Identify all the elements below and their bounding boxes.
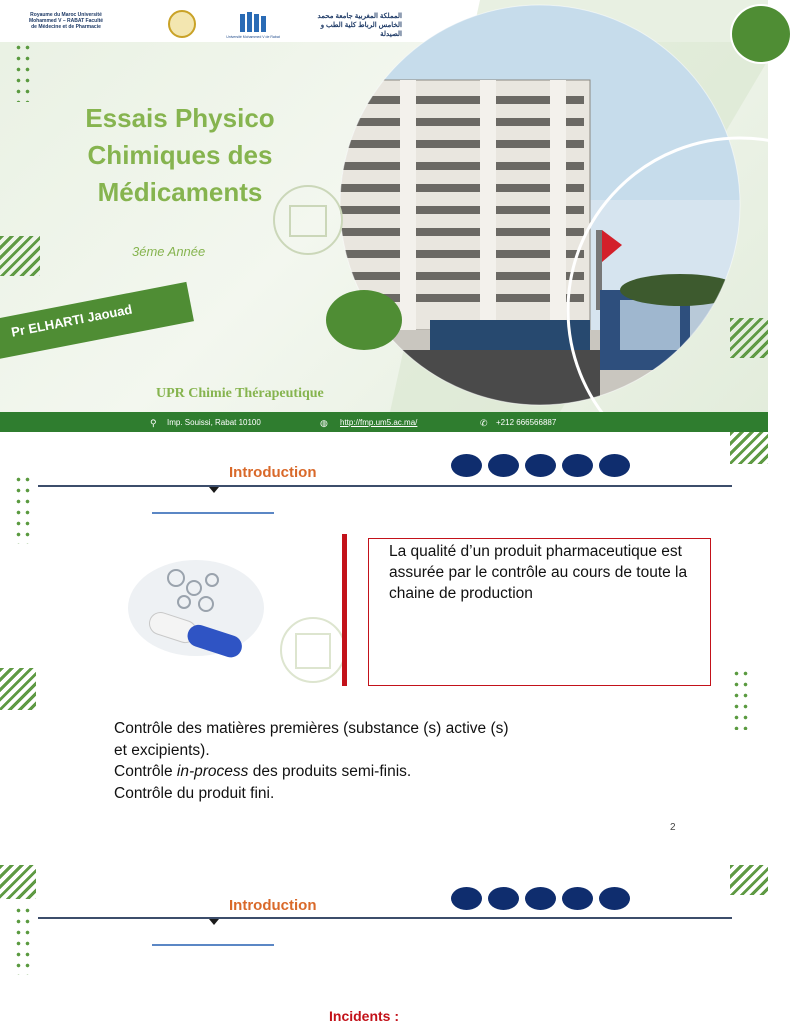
building-photo (300, 0, 768, 412)
quality-statement-box: La qualité d’un produit pharmaceutique est assurée par le contrôle au cours de toute la chaine de production (368, 538, 711, 686)
incidents-slide (0, 845, 768, 1024)
subheading-rule (152, 512, 274, 514)
footer-phone: +212 666566887 (496, 418, 557, 427)
nav-oval (488, 887, 519, 910)
footer-website-link[interactable]: http://fmp.um5.ac.ma/ (340, 418, 418, 427)
section-heading: Introduction (229, 897, 317, 914)
control-item-finished-product: Contrôle du produit fini. (114, 784, 275, 802)
decorative-hatch (730, 865, 768, 895)
rule-marker (209, 919, 219, 925)
control-item-raw-materials-cont: et excipients). (114, 741, 210, 759)
control-item-raw-materials: Contrôle des matières premières (substance (s) active (s) (114, 720, 509, 737)
nav-oval (525, 887, 556, 910)
decorative-dots (14, 905, 32, 975)
control-text-pre: Contrôle (114, 763, 177, 780)
location-pin-icon: ⚲ (150, 418, 157, 428)
decorative-hatch (730, 432, 768, 464)
page-number: 2 (670, 822, 676, 833)
globe-icon: ◍ (320, 418, 328, 428)
faculty-crest-logo (168, 10, 196, 38)
nav-oval (488, 454, 519, 477)
presentation-title: Essais Physico Chimiques des Médicaments (85, 103, 275, 207)
capsule-illustration (124, 558, 268, 662)
decorative-dots (14, 42, 32, 102)
decorative-hatch (0, 865, 36, 899)
control-list (114, 718, 674, 804)
institution-name-ar: المملكة المغربية جامعة محمد الخامس الرباط كلية الطب و الصيدلة (317, 13, 402, 38)
research-unit: UPR Chimie Thérapeutique (156, 386, 324, 401)
title-slide (0, 0, 768, 432)
nav-oval (525, 454, 556, 477)
progress-ovals (451, 454, 630, 477)
introduction-slide (0, 432, 768, 845)
control-item-in-process (114, 761, 674, 783)
nav-oval (599, 454, 630, 477)
decorative-hatch (0, 236, 40, 276)
incidents-heading: Incidents : (329, 1008, 400, 1024)
faculty-watermark (276, 598, 350, 702)
heading-rule (38, 917, 732, 919)
institution-name-fr: Royaume du Maroc Université Mohammed V – RABAT Faculté de Médecine et de Pharmacie (28, 12, 104, 30)
heading-rule (38, 485, 732, 487)
author-name: Pr ELHARTI Jaouad (10, 301, 134, 340)
decorative-dots (14, 474, 32, 544)
decorative-hatch (0, 668, 36, 710)
section-heading: Introduction (229, 464, 317, 481)
subheading-rule (152, 944, 274, 946)
nav-oval (451, 454, 482, 477)
nav-oval (562, 887, 593, 910)
nav-oval (599, 887, 630, 910)
phone-icon: ✆ (480, 418, 488, 428)
decorative-circle (730, 4, 792, 64)
academic-year: 3éme Année (132, 244, 206, 259)
footer-address: Imp. Souissi, Rabat 10100 (167, 418, 261, 427)
accent-bar (342, 534, 347, 686)
progress-ovals (451, 887, 630, 910)
decorative-dots (732, 668, 750, 730)
university-logo-text: Université Mohammed V de Rabat (226, 35, 280, 39)
control-text-post: des produits semi-finis. (248, 763, 412, 780)
decorative-circle (326, 290, 402, 350)
rule-marker (209, 487, 219, 493)
university-logo (238, 10, 268, 34)
slide-footer (0, 412, 768, 433)
control-text-emphasis: in-process (176, 763, 249, 780)
nav-oval (451, 887, 482, 910)
nav-oval (562, 454, 593, 477)
